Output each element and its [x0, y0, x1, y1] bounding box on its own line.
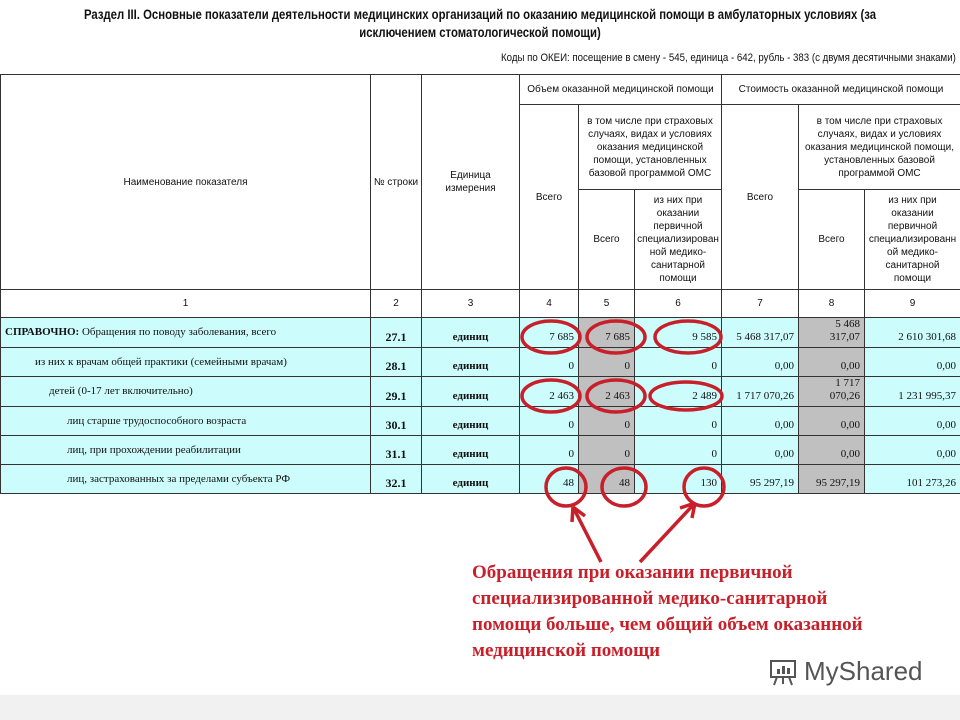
presentation-icon [768, 657, 798, 687]
value-cell: 9 585 [635, 318, 722, 348]
header-volume-incl-total: Всего [579, 190, 635, 290]
arrow-icon [572, 507, 601, 562]
value-cell: 1 717 070,26 [799, 377, 865, 407]
header-volume-of-which: из них при оказании первичной специализированной медико-санитарной помощи [635, 190, 722, 290]
myshared-logo [768, 656, 923, 687]
value-cell: 48 [579, 465, 635, 494]
footer-bar [0, 695, 960, 720]
value-cell: 95 297,19 [799, 465, 865, 494]
table-row [1, 318, 960, 348]
table-row [1, 436, 960, 465]
logo-text: MyShared [804, 656, 923, 686]
table-row [1, 377, 960, 407]
row-name [1, 436, 371, 465]
value-cell: 5 468 317,07 [722, 318, 799, 348]
header-cost: Стоимость оказанной медицинской помощи [722, 75, 960, 105]
value-cell: 0,00 [865, 407, 960, 436]
row-name-text: Обращения по поводу заболевания, всего [79, 326, 277, 338]
value-cell: 101 273,26 [865, 465, 960, 494]
column-number: 4 [520, 290, 579, 318]
header-cost-incl: в том числе при страховых случаях, видах и условиях оказания медицинской помощи, установленных базовой программой ОМС [799, 105, 960, 190]
annotation-line: помощи больше, чем общий объем оказанной [472, 614, 863, 635]
value-cell: 0 [520, 436, 579, 465]
annotation-line: Обращения при оказании первичной [472, 562, 793, 583]
section-title: Раздел III. Основные показатели деятельности медицинских организаций по оказанию медицинской помощи в амбулаторных условиях (за исключением стоматологической помощи) [83, 7, 877, 40]
row-code: 32.1 [371, 465, 422, 494]
annotation-text [472, 560, 863, 664]
value-cell: 0 [520, 407, 579, 436]
value-cell: 0,00 [799, 407, 865, 436]
value-cell: 5 468 317,07 [799, 318, 865, 348]
value-cell: 1 231 995,37 [865, 377, 960, 407]
value-cell: 0,00 [799, 348, 865, 377]
row-name [1, 407, 371, 436]
value-cell: 0 [579, 436, 635, 465]
row-code: 30.1 [371, 407, 422, 436]
row-name-text: лиц, застрахованных за пределами субъекта РФ [67, 472, 291, 485]
row-unit: единиц [422, 407, 520, 436]
header-row-no: № строки [371, 75, 422, 290]
column-number: 1 [1, 290, 371, 318]
okei-codes: Коды по ОКЕИ: посещение в смену - 545, единица - 642, рубль - 383 (с двумя десятичными знаками) [501, 52, 956, 64]
header-cost-incl-total: Всего [799, 190, 865, 290]
value-cell: 2 463 [520, 377, 579, 407]
row-code: 27.1 [371, 318, 422, 348]
value-cell: 0,00 [865, 436, 960, 465]
value-cell: 2 610 301,68 [865, 318, 960, 348]
row-name-text: детей (0-17 лет включительно) [49, 385, 193, 397]
column-number: 6 [635, 290, 722, 318]
row-unit: единиц [422, 465, 520, 494]
value-cell: 2 489 [635, 377, 722, 407]
row-name [1, 377, 371, 407]
header-name: Наименование показателя [1, 75, 371, 290]
row-unit: единиц [422, 436, 520, 465]
annotation-line: медицинской помощи [472, 640, 661, 661]
column-number: 2 [371, 290, 422, 318]
row-code: 31.1 [371, 436, 422, 465]
header-unit: Единица измерения [422, 75, 520, 290]
column-number: 7 [722, 290, 799, 318]
row-name [1, 318, 371, 348]
column-number: 9 [865, 290, 960, 318]
row-name-text: лиц старше трудоспособного возраста [67, 414, 247, 427]
header-cost-total: Всего [722, 105, 799, 290]
value-cell: 0,00 [799, 436, 865, 465]
row-unit: единиц [422, 348, 520, 377]
row-unit: единиц [422, 318, 520, 348]
value-cell: 0 [579, 348, 635, 377]
header-cost-of-which: из них при оказании первичной специализированной медико-санитарной помощи [865, 190, 960, 290]
value-cell: 0 [635, 407, 722, 436]
column-number: 8 [799, 290, 865, 318]
arrow-icon [640, 503, 695, 562]
header-volume-total: Всего [520, 105, 579, 290]
value-cell: 0,00 [865, 348, 960, 377]
annotation-line: специализированной медико-санитарной [472, 588, 828, 609]
value-cell: 1 717 070,26 [722, 377, 799, 407]
value-cell: 0 [579, 407, 635, 436]
row-code: 28.1 [371, 348, 422, 377]
column-number: 5 [579, 290, 635, 318]
row-code: 29.1 [371, 377, 422, 407]
row-name [1, 465, 371, 494]
value-cell: 2 463 [579, 377, 635, 407]
header-volume: Объем оказанной медицинской помощи [520, 75, 722, 105]
value-cell: 0 [635, 436, 722, 465]
row-name-text: лиц, при прохождении реабилитации [67, 443, 241, 456]
header-volume-incl: в том числе при страховых случаях, видах и условиях оказания медицинской помощи, установленных базовой программой ОМС [579, 105, 722, 190]
row-name-text: из них к врачам общей практики (семейными врачам) [35, 355, 287, 368]
value-cell: 0,00 [722, 348, 799, 377]
value-cell: 0,00 [722, 407, 799, 436]
value-cell: 7 685 [579, 318, 635, 348]
value-cell: 95 297,19 [722, 465, 799, 494]
table-row [1, 407, 960, 436]
data-table [0, 74, 960, 494]
value-cell: 0,00 [722, 436, 799, 465]
table-row [1, 348, 960, 377]
value-cell: 0 [635, 348, 722, 377]
value-cell: 7 685 [520, 318, 579, 348]
value-cell: 130 [635, 465, 722, 494]
table-row [1, 465, 960, 494]
value-cell: 48 [520, 465, 579, 494]
column-number: 3 [422, 290, 520, 318]
value-cell: 0 [520, 348, 579, 377]
row-name-prefix: СПРАВОЧНО: [5, 326, 80, 338]
row-name [1, 348, 371, 377]
row-unit: единиц [422, 377, 520, 407]
